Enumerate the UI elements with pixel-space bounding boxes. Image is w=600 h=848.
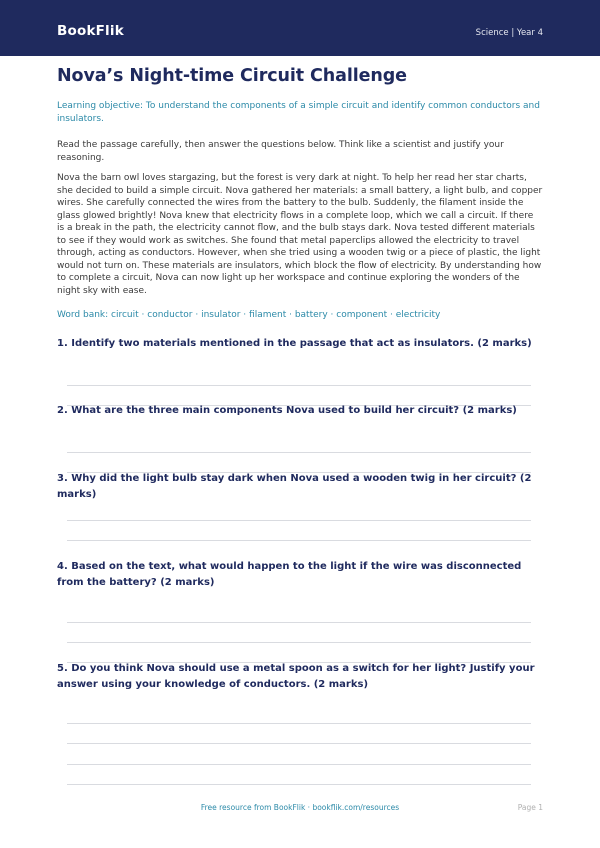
page-title: Nova’s Night-time Circuit Challenge [57,66,407,86]
answer-line[interactable] [67,784,531,785]
word-bank: Word bank: circuit · conductor · insulator · filament · battery · component · electricity [57,310,441,320]
question-5: 5. Do you think Nova should use a metal spoon as a switch for her light? Justify your answer using your knowledge of conductors. (2 marks) [57,663,535,690]
answer-line[interactable] [67,723,531,724]
answer-line[interactable] [67,622,531,623]
answer-line[interactable] [67,452,531,453]
question-4: 4. Based on the text, what would happen to the light if the wire was disconnected from the battery? (2 marks) [57,561,522,588]
answer-line[interactable] [67,642,531,643]
answer-line[interactable] [67,764,531,765]
question-1: 1. Identify two materials mentioned in the passage that act as insulators. (2 marks) [57,338,532,349]
instructions: Read the passage carefully, then answer the questions below. Think like a scientist and justify your reasoning. [57,140,504,163]
learning-objective: Learning objective: To understand the components of a simple circuit and identify common conductors and insulators. [57,101,540,124]
brand-logo: BookFlik [57,23,124,39]
question-2: 2. What are the three main components Nova used to build her circuit? (2 marks) [57,405,517,416]
answer-line[interactable] [67,540,531,541]
page-number: Page 1 [517,803,543,812]
answer-line[interactable] [67,520,531,521]
subject-year-label: Science | Year 4 [475,28,543,38]
footer-resource-link[interactable]: Free resource from BookFlik · bookflik.com/resources [200,803,400,812]
reading-passage: Nova the barn owl loves stargazing, but the forest is very dark at night. To help her read her star charts, she decided to build a simple circuit. Nova gathered her materials: a small battery, a light bulb, and copper wires. She carefully connected the wires from the battery to the bulb. Suddenly, the filament inside the glass glowed brightly! Nova knew that electricity flows in a complete loop, which we call a circuit. If there is a break in the path, the electricity cannot flow, and the bulb stays dark. Nova tested different materials to see if they would work as switches. She found that metal paperclips allowed the electricity to travel through, acting as conductors. However, when she tried using a wooden twig or a piece of plastic, the light would not turn on. These materials are insulators, which block the flow of electricity. By understanding how to complete a circuit, Nova can now light up her workspace and continue exploring the wonders of the night sky with ease. [57,173,543,296]
question-3: 3. Why did the light bulb stay dark when Nova used a wooden twig in her circuit? (2 marks) [57,473,532,500]
questions-section [57,0,543,848]
answer-line[interactable] [67,385,531,386]
answer-line[interactable] [67,743,531,744]
